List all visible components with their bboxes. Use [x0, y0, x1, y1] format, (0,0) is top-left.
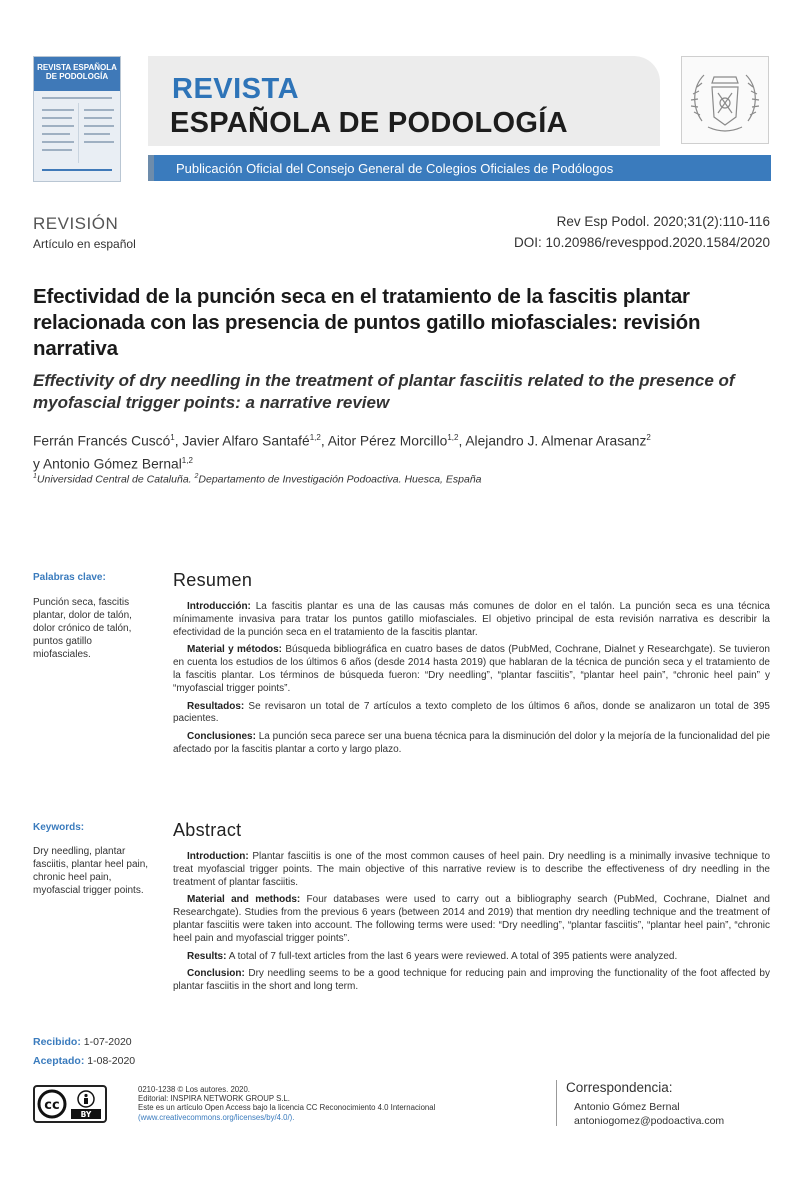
- correspondence-heading: Correspondencia:: [566, 1080, 673, 1095]
- doi: DOI: 10.20986/revesppod.2020.1584/2020: [514, 235, 770, 250]
- paragraph-label: Material y métodos:: [187, 644, 283, 656]
- paragraph-label: Introduction:: [187, 851, 249, 862]
- article-title-es: Efectividad de la punción seca en el tratamiento de la fascitis plantar relacionada con las presencia de puntos gatillo miofasciales: revisión narrativa: [33, 285, 701, 360]
- article-section-type: REVISIÓN: [33, 214, 119, 233]
- author-name: Aitor Pérez Morcillo: [327, 433, 448, 449]
- author-list: Ferrán Francés Cuscó$^1$, Javier Alfaro Santafé$^{1,2}$, Aitor Pérez Morcillo$^{1,2}$, Alejandro J. Almenar Arasanz$^2$ y Antonio Gómez Bernal$^{1,2}$: [33, 433, 651, 472]
- paragraph-text: Plantar fasciitis is one of the most common causes of heel pain. Dry needling is a minimally invasive technique to treat myofascial trigger points. The main objective of this narrative review is to describe the effectiveness of dry needling in the treatment of plantar fasciitis.: [173, 851, 771, 888]
- journal-cover-thumbnail: [33, 56, 121, 182]
- cc-by-label: BY: [80, 1110, 92, 1119]
- abstract-paragraph: [173, 894, 770, 945]
- paragraph-label: Conclusiones:: [187, 731, 256, 743]
- resumen-paragraph: [173, 701, 770, 727]
- abstract-body: [173, 851, 770, 999]
- license-text: [138, 1085, 518, 1122]
- citation: Rev Esp Podol. 2020;31(2):110-116: [556, 214, 770, 229]
- paragraph-text: A total of 7 full-text articles from the last 6 years were reviewed. A total of 395 patients were analyzed.: [228, 950, 678, 962]
- paragraph-label: Results:: [187, 950, 227, 962]
- creative-commons-icon: [33, 1085, 107, 1123]
- abstract-paragraph: [173, 951, 770, 964]
- paragraph-text: Dry needling seems to be a good technique for reducing pain and improving the functionality of the foot affected by plantar fasciitis in the short and long term.: [173, 968, 770, 993]
- author-name: Alejandro J. Almenar Arasanz: [465, 433, 647, 449]
- paragraph-label: Material and methods:: [187, 894, 301, 906]
- resumen-paragraph: [173, 644, 770, 695]
- keywords-es-text: Punción seca, fascitis plantar, dolor de talón, dolor crónico de talón, puntos gatillo miofasciales.: [33, 597, 132, 660]
- resumen-paragraph: [173, 601, 770, 639]
- accepted-date: [33, 1055, 135, 1067]
- paragraph-text: Se revisaron un total de 7 artículos a texto completo de los últimos 6 años, donde se analizaron un total de 395 pacientes.: [173, 700, 770, 725]
- affiliation-number: 2: [194, 473, 199, 480]
- author-affiliation: 1,2: [309, 433, 321, 442]
- resumen-body: [173, 601, 770, 762]
- affiliations: [33, 473, 793, 486]
- journal-subtitle-bar: [148, 155, 771, 181]
- abstract-heading: Abstract: [173, 820, 242, 840]
- accepted-value: 1-08-2020: [87, 1055, 136, 1067]
- paragraph-text: La punción seca parece ser una buena técnica para la disminución del dolor y la mejoría de la funcionalidad del pie afectado por la fascitis plantar a corto y largo plazo.: [173, 731, 770, 755]
- author-name: Javier Alfaro Santafé: [182, 433, 310, 449]
- affiliation-number: 1: [33, 473, 37, 480]
- correspondence-divider: [556, 1080, 557, 1126]
- paragraph-label: Resultados:: [187, 700, 245, 712]
- cover-title: REVISTA ESPAÑOLA DE PODOLOGÍA: [37, 63, 117, 81]
- license-line: 0210-1238 © Los autores. 2020.: [138, 1085, 250, 1094]
- keywords-en-heading: Keywords:: [33, 822, 85, 833]
- paragraph-label: Conclusion:: [187, 968, 245, 980]
- correspondence-name: Antonio Gómez Bernal: [574, 1101, 680, 1113]
- abstract-paragraph: [173, 851, 770, 889]
- author-conjunction: y: [33, 456, 40, 472]
- correspondence-details: [574, 1101, 724, 1128]
- journal-name-line1: REVISTA: [172, 73, 300, 105]
- received-value: 1-07-2020: [83, 1036, 132, 1048]
- affiliation-text: Departamento de Investigación Podoactiva. Huesca, España: [198, 473, 482, 486]
- resumen-heading: Resumen: [173, 570, 253, 590]
- paragraph-text: Búsqueda bibliográfica en cuatro bases de datos (PubMed, Cochrane, Dialnet y Researchgate). Se tuvieron en cuenta los estudios de los últimos 6 años (desde 2014 hasta 2019) que hablaran de la técnica de punción seca y el tratamiento de la fascitis plantar. Los términos de búsqueda fueron: “Dry needling”, “plantar fasciitis”, “plantar heel pain”, “chronic heel pain” y “myofascial trigger points”.: [173, 644, 770, 694]
- paragraph-label: Introducción:: [187, 601, 251, 612]
- author-affiliation: 1,2: [447, 433, 459, 442]
- keywords-es-heading: Palabras clave:: [33, 572, 106, 583]
- resumen-paragraph: [173, 731, 770, 757]
- author-affiliation: 1: [170, 433, 175, 442]
- correspondence-email[interactable]: antoniogomez@podoactiva.com: [574, 1114, 725, 1127]
- journal-name-line2: ESPAÑOLA DE PODOLOGÍA: [170, 107, 568, 139]
- abstract-paragraph: [173, 968, 770, 994]
- author-name: Ferrán Francés Cuscó: [33, 433, 171, 449]
- author-affiliation: 1,2: [181, 455, 193, 465]
- license-line: Este es un artículo Open Access bajo la licencia CC Reconocimiento 4.0 Internacional: [138, 1103, 436, 1113]
- paragraph-text: Four databases were used to carry out a bibliography search (PubMed, Cochrane, Dialnet and Researchgate). Studies from the previous 6 years (between 2014 and 2019) that mention dry needling technique and the treatment of plantar fasciitis were taken into account. The following terms were used: “Dry needling”, “plantar fasciitis”, “plantar heel pain”, “chronic heel pain and myofascial trigger points”.: [173, 894, 770, 944]
- council-emblem-icon: [681, 56, 769, 144]
- journal-subtitle: Publicación Oficial del Consejo General de Colegios Oficiales de Podólogos: [176, 161, 614, 176]
- received-label: Recibido:: [33, 1036, 81, 1048]
- article-title-en: Effectivity of dry needling in the treatment of plantar fasciitis related to the presence of myofascial trigger points: a narrative review: [33, 371, 735, 412]
- keywords-en-text: Dry needling, plantar fasciitis, plantar heel pain, chronic heel pain, myofascial trigger points.: [33, 846, 149, 896]
- article-language: Artículo en español: [33, 237, 136, 251]
- author-name: Antonio Gómez Bernal: [42, 456, 182, 472]
- license-link[interactable]: (www.creativecommons.org/licenses/by/4.0/).: [138, 1112, 295, 1122]
- license-line: Editorial: INSPIRA NETWORK GROUP S.L.: [138, 1094, 290, 1104]
- author-affiliation: 2: [646, 433, 651, 442]
- paragraph-text: La fascitis plantar es una de las causas más comunes de dolor en el talón. La punción seca es una técnica mínimamente invasiva para tratar los puntos gatillo miofasciales. El objetivo principal de esta revisión narrativa es describir la efectividad de la punción seca en el tratamiento de la fascitis plantar.: [173, 601, 770, 638]
- svg-text:cc: cc: [44, 1098, 60, 1113]
- accepted-label: Aceptado:: [33, 1055, 85, 1067]
- received-date: [33, 1036, 132, 1048]
- affiliation-text: Universidad Central de Cataluña.: [36, 473, 192, 486]
